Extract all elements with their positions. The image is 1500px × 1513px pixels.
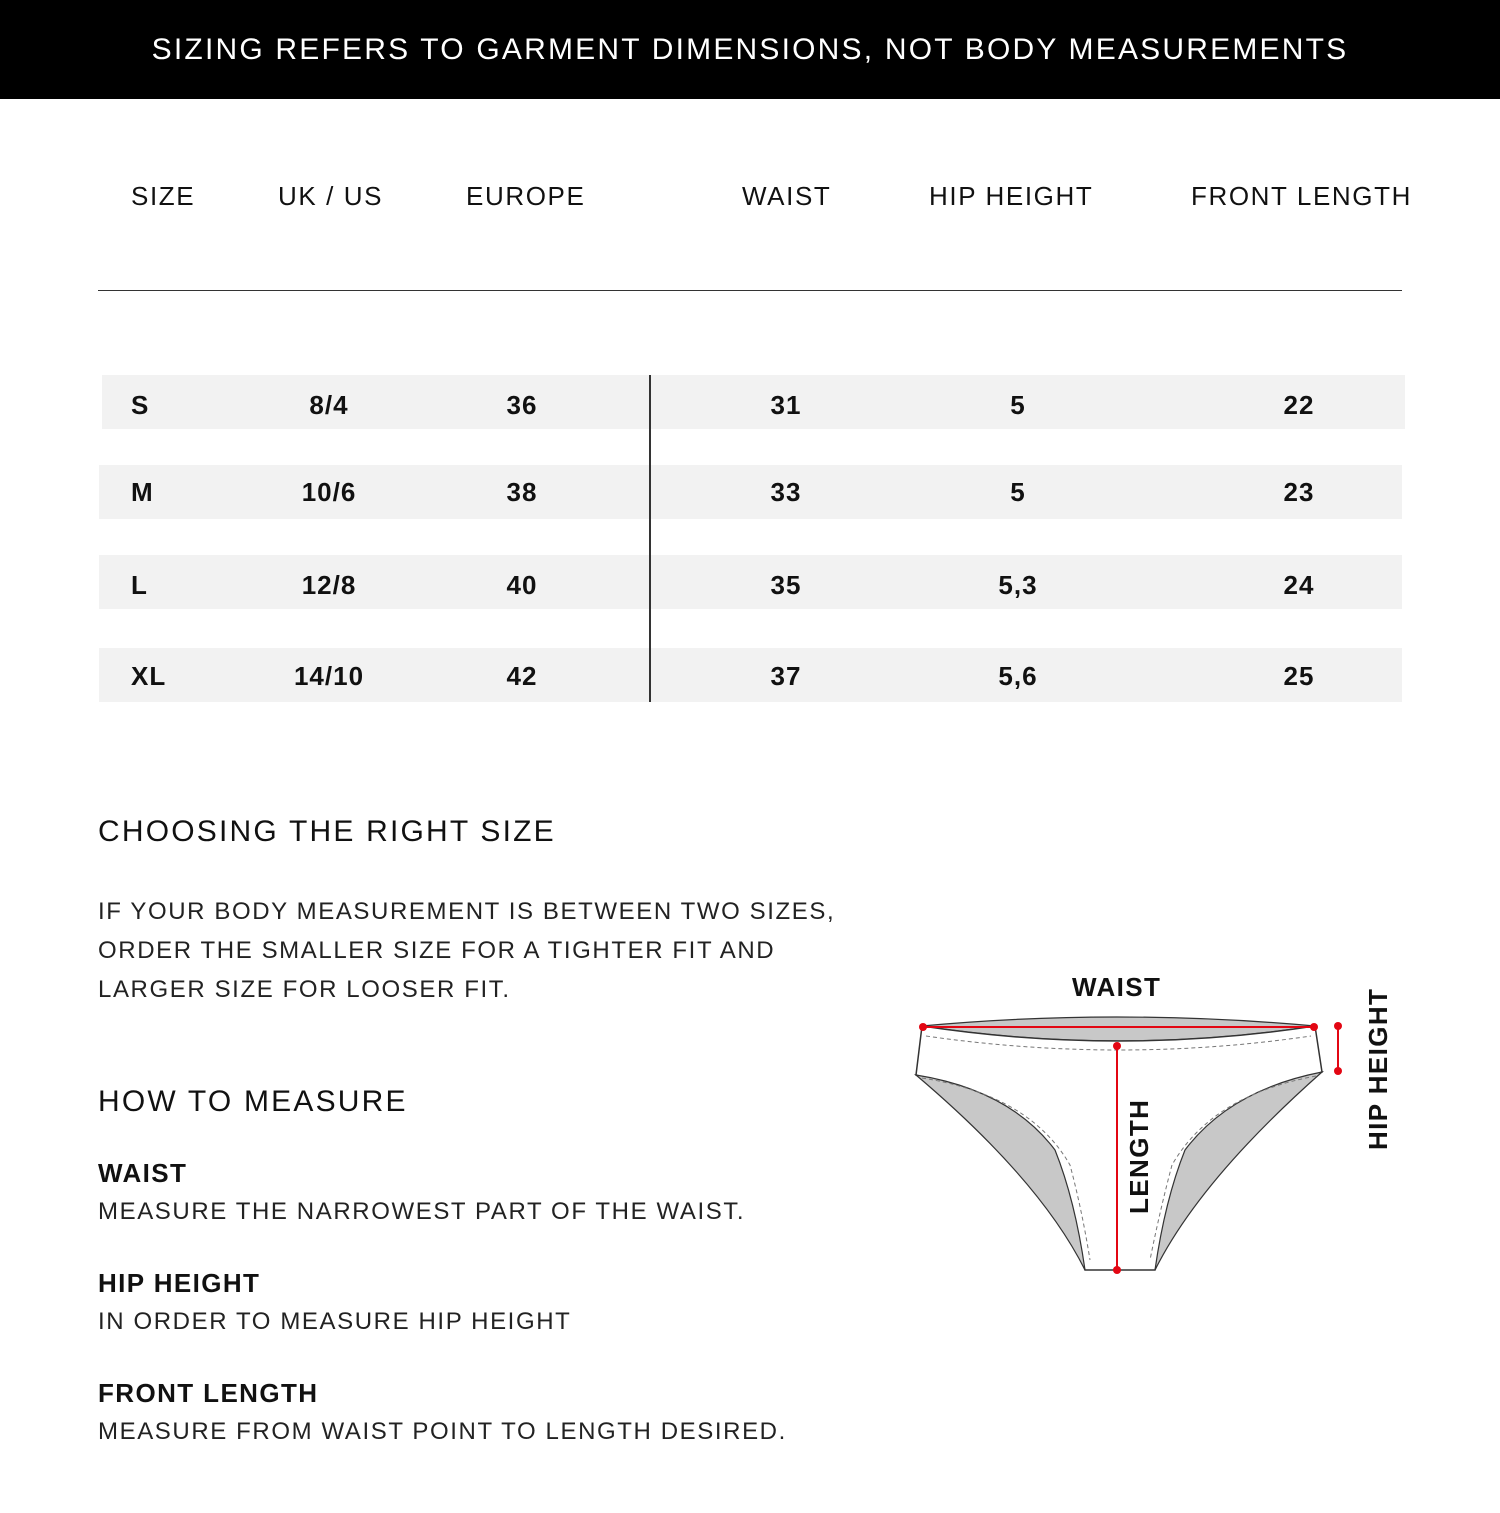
cell-waist: 33 <box>770 477 802 507</box>
cell-front-length: 24 <box>1283 570 1315 600</box>
column-divider <box>649 375 651 702</box>
cell-size: L <box>131 570 148 600</box>
header-divider <box>98 290 1402 291</box>
cell-uk-us: 10/6 <box>301 477 357 507</box>
cell-hip-height: 5 <box>1010 477 1026 507</box>
cell-waist: 37 <box>770 661 802 691</box>
header-uk-us: UK / US <box>278 181 384 211</box>
table-row <box>99 555 1402 609</box>
choosing-title: CHOOSING THE RIGHT SIZE <box>98 815 556 848</box>
cell-europe: 42 <box>506 661 538 691</box>
how-to-title: HOW TO MEASURE <box>98 1085 408 1118</box>
banner-text: SIZING REFERS TO GARMENT DIMENSIONS, NOT BODY MEASUREMENTS <box>151 32 1349 66</box>
cell-europe: 40 <box>506 570 538 600</box>
measure-label-front-length: FRONT LENGTH <box>98 1378 319 1408</box>
header-front-length: FRONT LENGTH <box>1191 181 1412 211</box>
choosing-line: LARGER SIZE FOR LOOSER FIT. <box>98 976 511 1003</box>
choosing-line: ORDER THE SMALLER SIZE FOR A TIGHTER FIT AND <box>98 937 776 964</box>
measure-text-hip-height: IN ORDER TO MEASURE HIP HEIGHT <box>98 1308 572 1335</box>
diagram-length-label: LENGTH <box>1124 1098 1154 1214</box>
cell-uk-us: 14/10 <box>293 661 365 691</box>
measure-label-hip-height: HIP HEIGHT <box>98 1268 261 1298</box>
table-row <box>102 375 1405 429</box>
cell-europe: 38 <box>506 477 538 507</box>
top-banner <box>0 0 1500 99</box>
cell-uk-us: 12/8 <box>301 570 357 600</box>
cell-hip-height: 5 <box>1010 390 1026 420</box>
cell-europe: 36 <box>506 390 538 420</box>
cell-hip-height: 5,6 <box>998 661 1038 691</box>
cell-size: S <box>131 390 150 420</box>
cell-front-length: 22 <box>1283 390 1315 420</box>
cell-uk-us: 8/4 <box>309 390 349 420</box>
diagram-hip-height-label: HIP HEIGHT <box>1363 987 1393 1150</box>
header-size: SIZE <box>131 181 196 211</box>
cell-size: XL <box>131 661 167 691</box>
header-waist: WAIST <box>742 181 832 211</box>
measure-text-front-length: MEASURE FROM WAIST POINT TO LENGTH DESIRED. <box>98 1418 787 1445</box>
header-hip-height: HIP HEIGHT <box>929 181 1094 211</box>
briefs-illustration <box>900 960 1420 1300</box>
choosing-line: IF YOUR BODY MEASUREMENT IS BETWEEN TWO SIZES, <box>98 898 836 925</box>
cell-front-length: 23 <box>1283 477 1315 507</box>
cell-waist: 35 <box>770 570 802 600</box>
measure-label-waist: WAIST <box>98 1158 188 1188</box>
header-europe: EUROPE <box>466 181 586 211</box>
measure-text-waist: MEASURE THE NARROWEST PART OF THE WAIST. <box>98 1198 746 1225</box>
diagram-waist-label: WAIST <box>1072 972 1162 1002</box>
cell-front-length: 25 <box>1283 661 1315 691</box>
cell-size: M <box>131 477 154 507</box>
cell-waist: 31 <box>770 390 802 420</box>
cell-hip-height: 5,3 <box>998 570 1038 600</box>
table-row <box>99 465 1402 519</box>
garment-diagram <box>900 960 1420 1300</box>
